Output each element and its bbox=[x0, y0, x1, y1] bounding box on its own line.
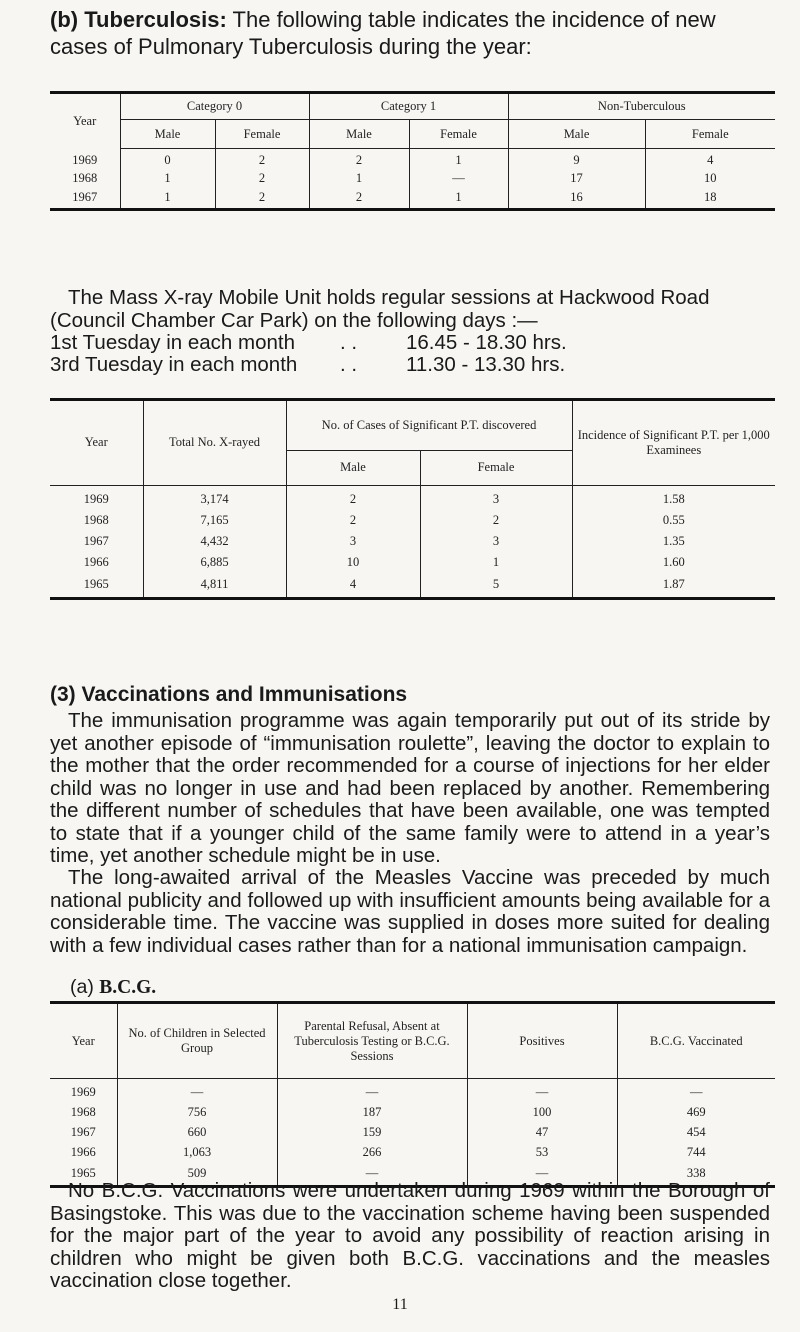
table-row bbox=[50, 488, 775, 510]
table-cell: — bbox=[117, 1082, 277, 1103]
xray-total-header: Total No. X-rayed bbox=[143, 400, 286, 485]
table-cell: 1969 bbox=[72, 153, 98, 167]
table-cell: 1969 bbox=[70, 1084, 96, 1099]
table-cell: 7,165 bbox=[143, 510, 286, 531]
table-cell: 2 bbox=[309, 188, 409, 210]
table-cell: 1.58 bbox=[572, 488, 775, 510]
table-cell: 266 bbox=[277, 1143, 467, 1163]
bcg-table bbox=[50, 1001, 775, 1188]
table-cell: 3 bbox=[286, 531, 420, 552]
schedule-day: 3rd Tuesday in each month bbox=[50, 353, 298, 376]
table-cell: — bbox=[277, 1082, 467, 1103]
table-cell: 1965 bbox=[50, 1163, 117, 1187]
schedule-time: 16.45 - 18.30 hrs. bbox=[406, 331, 567, 354]
table-cell: — bbox=[277, 1163, 467, 1187]
bcg-header: Positives bbox=[467, 1003, 617, 1079]
table-cell: 4 bbox=[286, 573, 420, 598]
table-cell: — bbox=[409, 170, 508, 188]
table-cell: 1,063 bbox=[117, 1143, 277, 1163]
table-row bbox=[50, 170, 775, 188]
table-cell: 2 bbox=[215, 188, 309, 210]
table-cell: 1 bbox=[420, 552, 572, 573]
schedule-dots: . . bbox=[340, 331, 358, 354]
bcg-header: Year bbox=[50, 1003, 117, 1079]
table-cell: 1 bbox=[409, 152, 508, 170]
table-cell: 1965 bbox=[50, 573, 143, 598]
xray-cases-header: No. of Cases of Significant P.T. discovered bbox=[286, 400, 572, 451]
tb-sub-header: Male bbox=[309, 120, 409, 149]
table-cell: 1 bbox=[309, 170, 409, 188]
table-cell: 187 bbox=[277, 1103, 467, 1123]
table-cell: 660 bbox=[117, 1123, 277, 1143]
table-row bbox=[50, 188, 775, 210]
schedule-day: 1st Tuesday in each month bbox=[50, 331, 296, 354]
table-cell: 1968 bbox=[72, 171, 98, 185]
table-cell: 5 bbox=[420, 573, 572, 598]
table-cell: 469 bbox=[617, 1103, 775, 1123]
measles-paragraph: The long-awaited arrival of the Measles Vaccine was preceded by much national publicity and followed up with insufficient amounts being available for a considerable time. The vaccine was supplied in doses more suited for dealing with a few individual cases rather than for a national immunisation campaign. bbox=[50, 866, 770, 957]
table-cell: 2 bbox=[420, 510, 572, 531]
table-cell: 0.55 bbox=[572, 510, 775, 531]
table-cell: 4,811 bbox=[143, 573, 286, 598]
table-cell: 2 bbox=[215, 152, 309, 170]
table-cell: 9 bbox=[508, 152, 645, 170]
table-cell: 10 bbox=[645, 170, 775, 188]
table-cell: 744 bbox=[617, 1143, 775, 1163]
table-cell: 1 bbox=[120, 170, 215, 188]
table-cell: 1.35 bbox=[572, 531, 775, 552]
table-cell: 3 bbox=[420, 531, 572, 552]
table-row bbox=[50, 152, 775, 170]
table-row bbox=[50, 531, 775, 552]
table-cell: 18 bbox=[645, 188, 775, 210]
table-cell: — bbox=[467, 1082, 617, 1103]
table-row bbox=[50, 573, 775, 598]
mass-xray-paragraph: The Mass X-ray Mobile Unit holds regular sessions at Hackwood Road (Council Chamber Car Park) on the following days :— bbox=[50, 286, 710, 332]
table-cell: 100 bbox=[467, 1103, 617, 1123]
table-cell: 4,432 bbox=[143, 531, 286, 552]
table-cell: 1968 bbox=[83, 513, 109, 527]
bcg-header: Parental Refusal, Absent at Tuberculosis Testing or B.C.G. Sessions bbox=[277, 1003, 467, 1079]
table-cell: 1967 bbox=[70, 1125, 96, 1139]
schedule-dots: . . bbox=[340, 353, 358, 376]
table-row bbox=[50, 510, 775, 531]
bcg-closing-paragraph: No B.C.G. Vaccinations were undertaken during 1969 within the Borough of Basingstoke. This was due to the vaccination scheme having been suspended for the major part of the year to avoid any possibility of reaction arising in children who might be given both B.C.G. vaccinations and the measles vaccination close together. bbox=[50, 1179, 770, 1292]
table-cell: 47 bbox=[467, 1123, 617, 1143]
table-cell: 1 bbox=[409, 188, 508, 210]
table-cell: 1967 bbox=[83, 534, 109, 548]
tb-sub-header: Male bbox=[508, 120, 645, 149]
tb-sub-header: Female bbox=[409, 120, 508, 149]
tuberculosis-intro-text: The following table indicates the incidence of new cases of Pulmonary Tuberculosis during the year: bbox=[50, 7, 716, 59]
table-cell: 1.87 bbox=[572, 573, 775, 598]
table-cell: 0 bbox=[120, 152, 215, 170]
bcg-header: B.C.G. Vaccinated bbox=[617, 1003, 775, 1079]
tuberculosis-intro bbox=[50, 6, 770, 60]
table-row bbox=[50, 552, 775, 573]
table-cell: 338 bbox=[617, 1163, 775, 1187]
tb-year-header: Year bbox=[50, 93, 120, 149]
tuberculosis-label: (b) Tuberculosis: bbox=[50, 7, 227, 32]
bcg-subheading bbox=[70, 976, 156, 999]
tb-sub-header: Male bbox=[120, 120, 215, 149]
table-cell: 2 bbox=[309, 152, 409, 170]
bcg-header: No. of Children in Selected Group bbox=[117, 1003, 277, 1079]
table-cell: 454 bbox=[617, 1123, 775, 1143]
xray-sub-header: Female bbox=[420, 451, 572, 485]
table-cell: — bbox=[467, 1163, 617, 1187]
table-row bbox=[50, 1143, 775, 1163]
table-cell: 1966 bbox=[70, 1145, 96, 1159]
table-cell: 1 bbox=[120, 188, 215, 210]
table-cell: 159 bbox=[277, 1123, 467, 1143]
table-cell: 16 bbox=[508, 188, 645, 210]
tuberculosis-table bbox=[50, 91, 775, 211]
table-cell: 756 bbox=[117, 1103, 277, 1123]
table-row bbox=[50, 1082, 775, 1103]
table-cell: 509 bbox=[117, 1163, 277, 1187]
table-cell: 6,885 bbox=[143, 552, 286, 573]
immunisation-paragraph: The immunisation programme was again temporarily put out of its stride by yet another episode of “immunisation roulette”, leaving the doctor to explain to the mother that the order recommended for a course of injections for her elder child was no longer in use and had been replaced by another. Remembering the different number of schedules that have been available, one was tempted to state that if a younger child of the same family were to attend in a year’s time, yet another schedule might be in use. bbox=[50, 709, 770, 867]
tb-group-header: Category 0 bbox=[120, 93, 309, 120]
page-number: 11 bbox=[392, 1296, 408, 1313]
table-cell: 3 bbox=[420, 488, 572, 510]
xray-year-header: Year bbox=[50, 400, 143, 485]
table-row bbox=[50, 1123, 775, 1143]
table-cell: 2 bbox=[215, 170, 309, 188]
xray-sub-header: Male bbox=[286, 451, 420, 485]
table-cell: 1966 bbox=[83, 555, 109, 569]
table-cell: 17 bbox=[508, 170, 645, 188]
tb-sub-header: Female bbox=[215, 120, 309, 149]
section-heading: (3) Vaccinations and Immunisations bbox=[50, 683, 408, 706]
table-cell: 1968 bbox=[70, 1105, 96, 1119]
xray-incidence-header: Incidence of Significant P.T. per 1,000 Examinees bbox=[572, 400, 775, 485]
table-cell: 3,174 bbox=[143, 488, 286, 510]
table-cell: 1967 bbox=[50, 188, 120, 210]
table-cell: — bbox=[617, 1082, 775, 1103]
table-cell: 53 bbox=[467, 1143, 617, 1163]
bcg-sub-label: (a) bbox=[70, 976, 94, 998]
bcg-sub-title: B.C.G. bbox=[99, 977, 157, 998]
table-cell: 10 bbox=[286, 552, 420, 573]
table-cell: 2 bbox=[286, 488, 420, 510]
table-cell: 2 bbox=[286, 510, 420, 531]
schedule-time: 11.30 - 13.30 hrs. bbox=[406, 353, 566, 376]
table-row bbox=[50, 1103, 775, 1123]
tb-sub-header: Female bbox=[645, 120, 775, 149]
tb-group-header: Non-Tuberculous bbox=[508, 93, 775, 120]
table-cell: 1.60 bbox=[572, 552, 775, 573]
tb-group-header: Category 1 bbox=[309, 93, 508, 120]
table-cell: 1969 bbox=[83, 491, 109, 506]
table-cell: 4 bbox=[645, 152, 775, 170]
mass-xray-table bbox=[50, 398, 775, 600]
